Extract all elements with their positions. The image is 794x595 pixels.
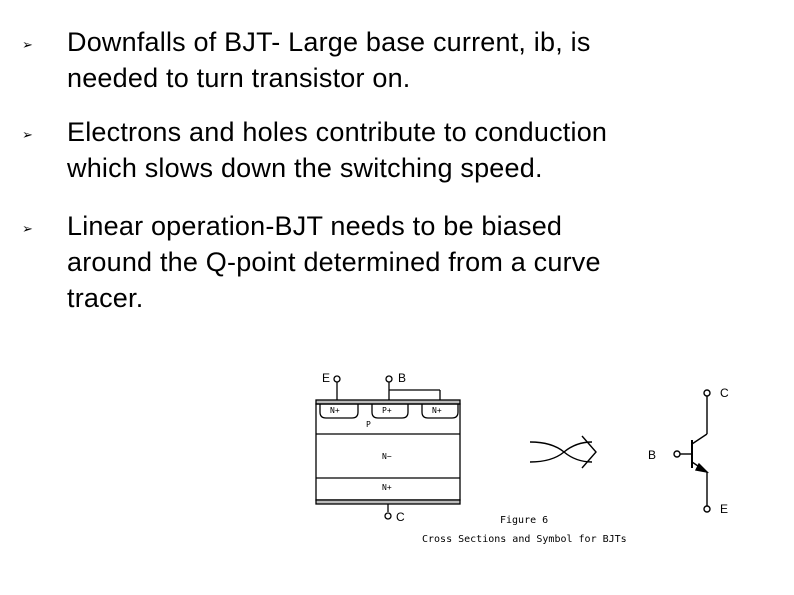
symbol-terminal-e-label: E — [720, 502, 729, 516]
cross-section-terminal-b-circle — [386, 376, 392, 382]
bullet-line: Linear operation-BJT needs to be biased — [67, 211, 563, 241]
bjt-figure-drawing — [300, 360, 760, 560]
bjt-figure — [300, 360, 760, 560]
arrow-bullet-icon: ➢ — [22, 128, 33, 143]
region-n-plus-bottom-label: N+ — [382, 483, 392, 492]
collector-diagonal — [692, 434, 707, 444]
symbol-terminal-e-circle — [704, 506, 710, 512]
figure-caption: Cross Sections and Symbol for BJTs — [422, 534, 627, 545]
arrow-bullet-icon: ➢ — [22, 38, 33, 53]
symbol-terminal-c-label: C — [720, 386, 729, 400]
bullet-text — [67, 114, 767, 186]
region-n-plus-left-label: N+ — [330, 406, 340, 415]
figure-number: Figure 6 — [500, 515, 549, 526]
symbol-terminal-c-circle — [704, 390, 710, 396]
bullet-line: Downfalls of BJT- Large base current, ib, is — [67, 27, 591, 57]
bullet-text — [67, 24, 767, 96]
symbol-terminal-b-circle — [674, 451, 680, 457]
region-p-plus-label: P+ — [382, 406, 392, 415]
bullet-line: which slows down the switching speed. — [67, 153, 543, 183]
bullet-line: around the Q-point determined from a curve — [67, 247, 601, 277]
arrow-bullet-icon: ➢ — [22, 222, 33, 237]
bullet-text — [67, 208, 767, 316]
bullet-line: Electrons and holes contribute to conduction — [67, 117, 608, 147]
cross-section-terminal-c-label: C — [396, 510, 405, 524]
region-n-plus-right-label: N+ — [432, 406, 442, 415]
bjt-cross-section — [316, 371, 460, 524]
region-p-label: P — [366, 420, 371, 429]
region-n-minus-label: N− — [382, 452, 392, 461]
bjt-symbol — [648, 386, 729, 516]
bottom-metal-strip — [316, 500, 460, 504]
cross-section-terminal-b-label: B — [398, 371, 407, 385]
bullet-line: needed to turn transistor on. — [67, 63, 411, 93]
bullet-line: tracer. — [67, 283, 144, 313]
transition-arrow-icon — [530, 436, 596, 468]
emitter-arrow-icon — [696, 464, 707, 472]
cross-section-terminal-e-label: E — [322, 371, 331, 385]
cross-section-terminal-c-circle — [385, 513, 391, 519]
symbol-terminal-b-label: B — [648, 448, 657, 462]
cross-section-terminal-e-circle — [334, 376, 340, 382]
